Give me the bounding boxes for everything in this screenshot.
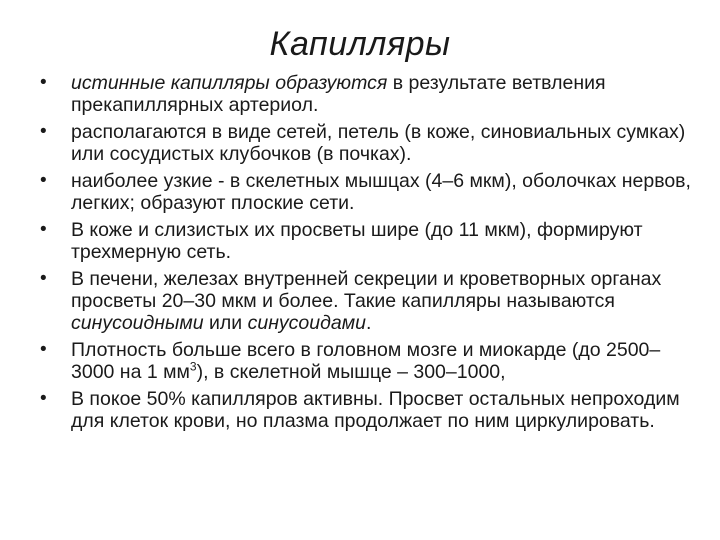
bullet-text: В покое 50% капилляров активны. Просвет остальных непроходим для клеток крови, но плазма продолжает по ним циркулировать. xyxy=(71,388,680,432)
bullet-marker: • xyxy=(40,121,47,142)
bullet-marker: • xyxy=(40,339,47,360)
bullet-text: В коже и слизистых их просветы шире (до 11 мкм), формируют трехмерную сеть. xyxy=(71,219,643,263)
slide-title: Капилляры xyxy=(269,25,451,63)
bullet-marker: • xyxy=(40,170,47,191)
bullet-marker: • xyxy=(40,72,47,93)
bullet-item xyxy=(40,339,700,383)
bullet-item xyxy=(40,268,700,334)
bullet-text: располагаются в виде сетей, петель (в коже, синовиальных сумках) или сосудистых клубочков (в почках). xyxy=(71,121,686,165)
bullet-item xyxy=(40,219,700,263)
bullet-item xyxy=(40,72,700,116)
bullet-text: ), в скелетной мышце – 300–1000, xyxy=(196,361,506,383)
bullet-text: 3 xyxy=(189,359,197,374)
bullet-marker: • xyxy=(40,268,47,289)
bullet-text: синусоидами xyxy=(247,312,366,334)
bullet-text: в результате ветвления прекапиллярных артериол. xyxy=(71,72,606,116)
bullet-item xyxy=(40,170,700,214)
bullet-marker: • xyxy=(40,388,47,409)
bullet-item xyxy=(40,388,700,432)
bullet-item xyxy=(40,121,700,165)
bullet-text: или xyxy=(203,312,248,334)
bullet-text: наиболее узкие - в скелетных мышцах (4–6 мкм), оболочках нервов, легких; образуют плоские сети. xyxy=(71,170,691,214)
bullet-text: . xyxy=(365,312,372,334)
bullet-text: истинные капилляры образуются xyxy=(71,72,388,94)
bullet-text: В печени, железах внутренней секреции и кроветворных органах просветы 20–30 мкм и более. Такие капилляры называются xyxy=(71,268,662,312)
bullet-text: синусоидными xyxy=(71,312,204,334)
bullet-marker: • xyxy=(40,219,47,240)
bullet-text: Плотность больше всего в головном мозге и миокарде (до 2500–3000 на 1 мм xyxy=(71,339,661,383)
bullet-list xyxy=(40,72,700,437)
